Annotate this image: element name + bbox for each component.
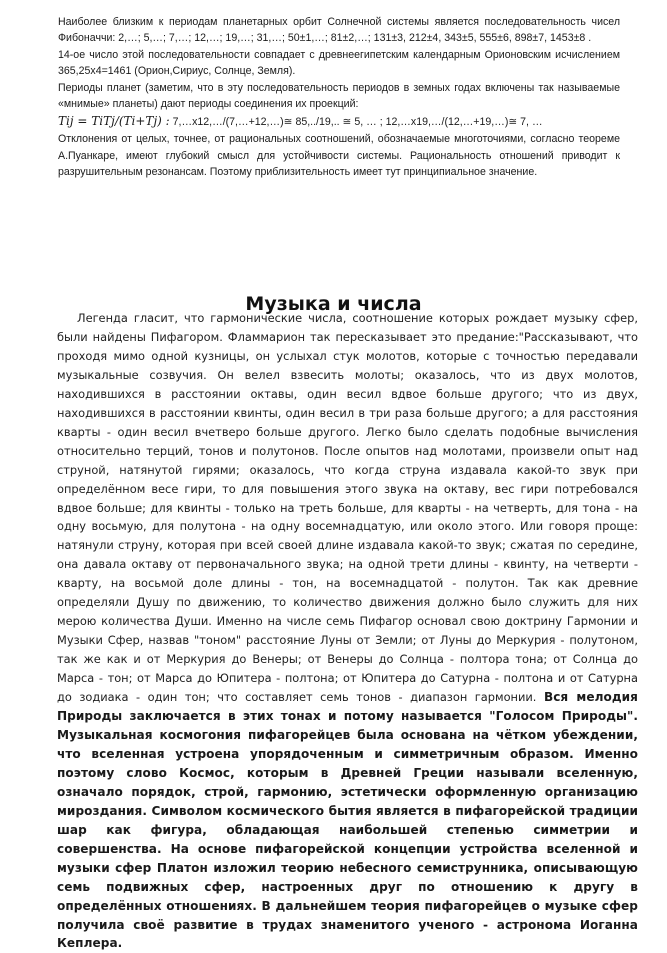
fibonacci-section xyxy=(58,14,620,181)
poincare-paragraph: Отклонения от целых, точнее, от рациональных соотношений, обозначаемые многоточиями, согласно теореме А.Пуанкаре, имеют глубокий смысл для устойчивости системы. Рациональность отношений приводит к разрушительным резонансам. Поэтому приблизительность имеет тут принципиальное значение. xyxy=(58,133,620,179)
legend-text: Легенда гласит, что гармонические числа, соотношение которых рождает музыку сфер, были найдены Пифагором. Фламмарион так пересказывает это предание:"Рассказывают, что проходя мимо одной кузницы, он услыхал стук молотов, которые с точностью передавали музыкальные созвучия. Он велел взвесить молоты; оказалось, что из двух молотов, находившихся в расстоянии октавы, один весил вдвое больше другого; что из двух, находившихся в расстоянии квинты, один весил в три раза больше другого; а для расстояния кварты - один весил вчетверо больше другого. Легко было сделать подобные вычисления относительно терций, тонов и полутонов. После опытов над молотами, произвели опыт над струной, натянутой гирями; оказалось, что когда струна издавала какой-то звук при определённом весе гири, то для повышения этого звука на октаву, вес гири потребовался вдвое больше; для квинты - только на треть больше, для кварты - на четверть, для тона - на одну восьмую, для полутона - на одну восемнадцатую, или около этого. Или говоря проще: натянули струну, которая при всей своей длине издавала какой-то звук; сжатая по середине, она давала октаву от первоначального звука; на одной трети длины - квинту, на четверти - кварту, на восьмой доле длины - тон, на восемнадцатой - полутон. Так как древние определяли Душу по движению, то количество движения должно было служить для них мерою количества Души. Именно на числе семь Пифагор основал свою доктрину Гармонии и Музыки Сфер, назвав "тоном" расстояние Луны от Земли; от Луны до Меркурия - полутоном, так же как и от Меркурия до Венеры; от Венеры до Солнца - полтора тона; от Солнца до Марса - тон; от Марса до Юпитера - полтона; от Юпитера до Сатурна - полтона и от Сатурна до зодиака - один тон; что составляет семь тонов - диапазон гармонии. xyxy=(57,311,638,705)
conjunction-formula xyxy=(58,112,620,131)
music-section xyxy=(57,309,638,953)
formula-values: 7,…х12,…/(7,…+12,…)≅ 85,../19,.. ≅ 5, … ; 12,…х19,…/(12,…+19,…)≅ 7, … xyxy=(169,116,543,129)
orion-paragraph: 14-ое число этой последовательности совпадает с древнеегипетским календарным Орионовским исчислением 365,25х4=1461 (Орион,Сириус, Солнце, Земля). xyxy=(58,48,620,78)
planet-periods-paragraph: Периоды планет (заметим, что в эту последовательность периодов в земных годах включены так называемые «мнимые» планеты) дают периоды соединения их проекций: xyxy=(58,81,620,111)
fibonacci-paragraph: Наиболее близким к периодам планетарных орбит Солнечной системы является последовательность чисел Фибоначчи: 2,…; 5,…; 7,…; 12,…; 19,…; 31,…; 50±1,…; 81±2,…; 131±3, 212±4, 343±5, 555±6, 898±7, 1453±8 . xyxy=(58,16,620,45)
cosmogony-text: Вся мелодия Природы заключается в этих тонах и потому называется "Голосом Природы". Музыкальная космогония пифагорейцев была основана на чётком убеждении, что вселенная устроена упорядоченным и симметричным образом. Именно поэтому слово Космос, которым в Древней Греции называли вселенную, означало порядок, строй, гармонию, эстетически оформленную организацию мироздания. Символом космического бытия является в пифагорейской традиции шар как фигура, обладающая наибольшей степенью симметрии и совершенства. На основе пифагорейской концепции устройства вселенной и музыки сфер Платон изложил теорию небесного семиструнника, описывающую семь подвижных сфер, настроенных друг по отношению к другу в определённых отношениях. В дальнейшем теория пифагорейцев о музыке сфер получила своё развитие в трудах знаменитого ученого - астронома Иоганна Кеплера. xyxy=(57,690,638,951)
section-title: Музыка и числа xyxy=(245,292,422,315)
formula-expression: Tij = TiTj/(Ti+Tj) : xyxy=(58,114,170,129)
music-body-paragraph xyxy=(57,309,638,953)
